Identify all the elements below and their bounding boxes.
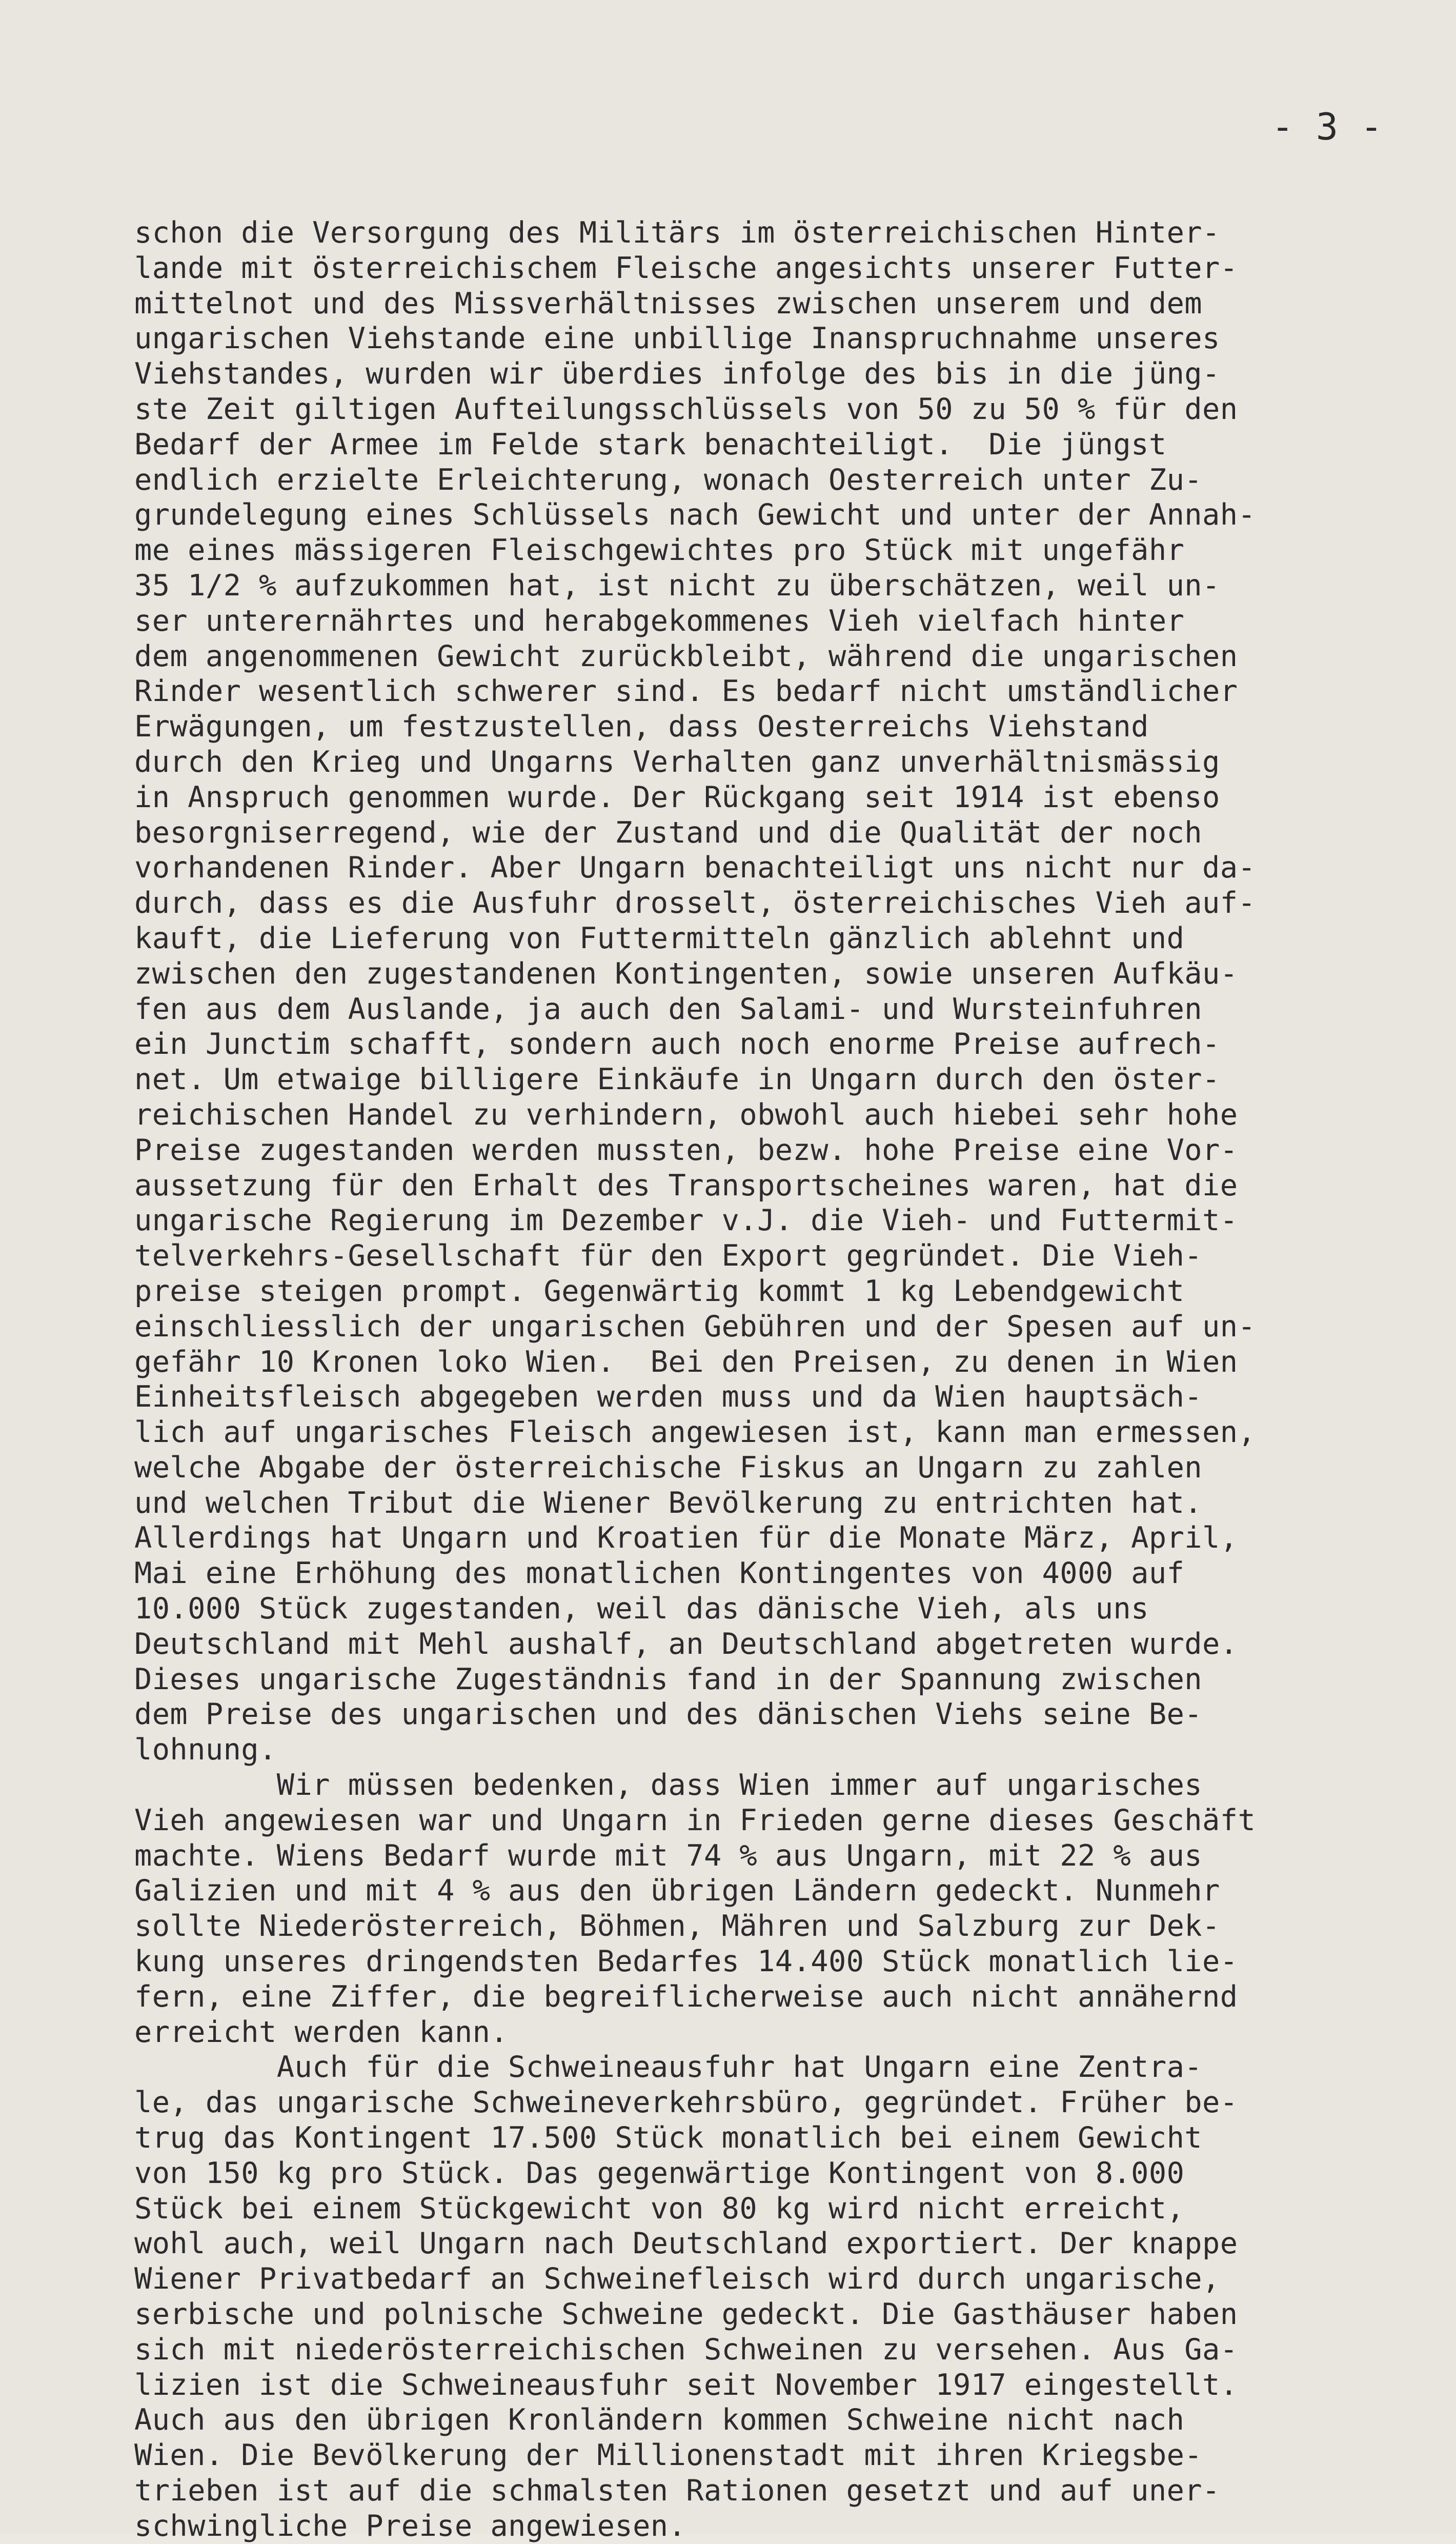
text-line: sich mit niederösterreichischen Schweinen zu versehen. Aus Ga- [134, 2332, 1238, 2367]
text-line: mittelnot und des Missverhältnisses zwischen unserem und dem [134, 286, 1203, 320]
text-line: serbische und polnische Schweine gedeckt. Die Gasthäuser haben [134, 2297, 1238, 2332]
text-line: le, das ungarische Schweineverkehrsbüro, gegründet. Früher be- [134, 2086, 1238, 2120]
text-line: Mai eine Erhöhung des monatlichen Kontingentes von 4000 auf [134, 1556, 1185, 1591]
text-line: kauft, die Lieferung von Futtermitteln gänzlich ablehnt und [134, 921, 1185, 955]
text-line: Dieses ungarische Zugeständnis fand in der Spannung zwischen [134, 1662, 1203, 1696]
text-line: lich auf ungarisches Fleisch angewiesen ist, kann man ermessen, [134, 1415, 1256, 1450]
body-text [134, 215, 1447, 2544]
text-line: Viehstandes, wurden wir überdies infolge des bis in die jüng- [134, 357, 1220, 391]
text-line: trug das Kontingent 17.500 Stück monatlich bei einem Gewicht [134, 2121, 1203, 2155]
text-line: trieben ist auf die schmalsten Rationen gesetzt und auf uner- [134, 2474, 1220, 2508]
text-line: Erwägungen, um festzustellen, dass Oesterreichs Viehstand [134, 710, 1149, 744]
text-line: ungarische Regierung im Dezember v.J. die Vieh- und Futtermit- [134, 1204, 1238, 1238]
text-line: Bedarf der Armee im Felde stark benachteiligt. Die jüngst [134, 427, 1167, 462]
text-line: welche Abgabe der österreichische Fiskus an Ungarn zu zahlen [134, 1450, 1203, 1485]
page-number: - 3 - [1271, 105, 1383, 148]
text-line: Wir müssen bedenken, dass Wien immer auf ungarisches [134, 1768, 1203, 1802]
text-line: Preise zugestanden werden mussten, bezw. hohe Preise eine Vor- [134, 1133, 1238, 1167]
text-line: zwischen den zugestandenen Kontingenten, sowie unseren Aufkäu- [134, 956, 1238, 991]
text-line: durch, dass es die Ausfuhr drosselt, österreichisches Vieh auf- [134, 886, 1256, 920]
text-line: 35 1/2 % aufzukommen hat, ist nicht zu überschätzen, weil un- [134, 568, 1220, 603]
text-line: ser unterernährtes und herabgekommenes Vieh vielfach hinter [134, 604, 1185, 638]
text-line: Deutschland mit Mehl aushalf, an Deutschland abgetreten wurde. [134, 1627, 1238, 1661]
text-line: ste Zeit giltigen Aufteilungsschlüssels von 50 zu 50 % für den [134, 392, 1238, 426]
text-line: wohl auch, weil Ungarn nach Deutschland exportiert. Der knappe [134, 2227, 1238, 2261]
text-line: kung unseres dringendsten Bedarfes 14.400 Stück monatlich lie- [134, 1945, 1238, 1979]
text-line: reichischen Handel zu verhindern, obwohl auch hiebei sehr hohe [134, 1097, 1238, 1132]
text-line: Wiener Privatbedarf an Schweinefleisch wird durch ungarische, [134, 2262, 1220, 2296]
text-line: telverkehrs-Gesellschaft für den Export gegründet. Die Vieh- [134, 1239, 1203, 1273]
text-line: in Anspruch genommen wurde. Der Rückgang seit 1914 ist ebenso [134, 780, 1220, 814]
text-line: preise steigen prompt. Gegenwärtig kommt 1 kg Lebendgewicht [134, 1274, 1185, 1308]
text-line: endlich erzielte Erleichterung, wonach Oesterreich unter Zu- [134, 463, 1203, 497]
text-line: net. Um etwaige billigere Einkäufe in Ungarn durch den öster- [134, 1063, 1220, 1097]
text-line: fern, eine Ziffer, die begreiflicherweise auch nicht annähernd [134, 1979, 1238, 2014]
text-line: schon die Versorgung des Militärs im österreichischen Hinter- [134, 216, 1220, 250]
text-line: Allerdings hat Ungarn und Kroatien für die Monate März, April, [134, 1521, 1238, 1555]
text-line: Rinder wesentlich schwerer sind. Es bedarf nicht umständlicher [134, 674, 1238, 709]
text-line: besorgniserregend, wie der Zustand und die Qualität der noch [134, 815, 1203, 850]
text-line: einschliesslich der ungarischen Gebühren und der Spesen auf un- [134, 1309, 1256, 1344]
text-line: dem angenommenen Gewicht zurückbleibt, während die ungarischen [134, 639, 1238, 673]
text-line: aussetzung für den Erhalt des Transportscheines waren, hat die [134, 1168, 1238, 1203]
text-line: grundelegung eines Schlüssels nach Gewicht und unter der Annah- [134, 498, 1256, 532]
text-line: Galizien und mit 4 % aus den übrigen Ländern gedeckt. Nunmehr [134, 1874, 1220, 1908]
text-line: dem Preise des ungarischen und des dänischen Viehs seine Be- [134, 1697, 1203, 1732]
text-line: schwingliche Preise angewiesen. [134, 2509, 686, 2543]
text-line: lohnung. [134, 1733, 277, 1767]
text-line: Vieh angewiesen war und Ungarn in Frieden gerne dieses Geschäft [134, 1803, 1256, 1837]
text-line: 10.000 Stück zugestanden, weil das dänische Vieh, als uns [134, 1592, 1149, 1626]
text-line: durch den Krieg und Ungarns Verhalten ganz unverhältnismässig [134, 745, 1220, 779]
text-line: machte. Wiens Bedarf wurde mit 74 % aus Ungarn, mit 22 % aus [134, 1838, 1203, 1873]
text-line: sollte Niederösterreich, Böhmen, Mähren und Salzburg zur Dek- [134, 1909, 1220, 1944]
text-line: lande mit österreichischem Fleische angesichts unserer Futter- [134, 251, 1238, 285]
text-line: erreicht werden kann. [134, 2015, 509, 2049]
text-line: Auch für die Schweineausfuhr hat Ungarn eine Zentra- [134, 2050, 1203, 2085]
text-line: Einheitsfleisch abgegeben werden muss und da Wien hauptsäch- [134, 1380, 1203, 1414]
text-line: Wien. Die Bevölkerung der Millionenstadt mit ihren Kriegsbe- [134, 2438, 1203, 2473]
text-line: lizien ist die Schweineausfuhr seit November 1917 eingestellt. [134, 2368, 1238, 2402]
text-line: ungarischen Viehstande eine unbillige Inanspruchnahme unseres [134, 322, 1220, 356]
text-line: von 150 kg pro Stück. Das gegenwärtige Kontingent von 8.000 [134, 2156, 1185, 2190]
text-line: und welchen Tribut die Wiener Bevölkerung zu entrichten hat. [134, 1486, 1203, 1520]
text-line: Auch aus den übrigen Kronländern kommen Schweine nicht nach [134, 2403, 1185, 2437]
text-line: gefähr 10 Kronen loko Wien. Bei den Preisen, zu denen in Wien [134, 1345, 1238, 1379]
text-line: fen aus dem Auslande, ja auch den Salami- und Wursteinfuhren [134, 992, 1203, 1026]
text-line: vorhandenen Rinder. Aber Ungarn benachteiligt uns nicht nur da- [134, 851, 1256, 885]
text-line: ein Junctim schafft, sondern auch noch enorme Preise aufrech- [134, 1027, 1220, 1061]
text-line: Stück bei einem Stückgewicht von 80 kg wird nicht erreicht, [134, 2191, 1185, 2226]
text-line: me eines mässigeren Fleischgewichtes pro Stück mit ungefähr [134, 533, 1185, 568]
